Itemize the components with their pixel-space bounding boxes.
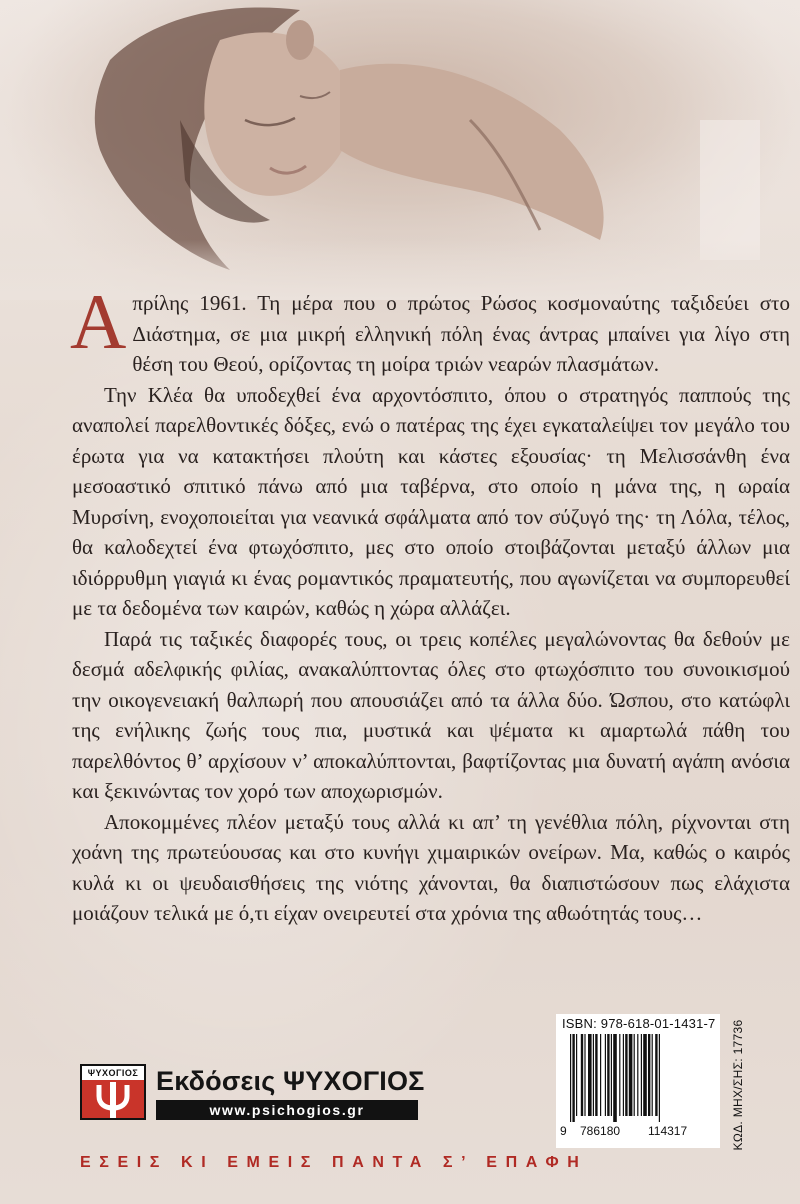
cover-photo [0,0,800,300]
synopsis-text [70,278,790,929]
isbn-label: ISBN: 978-618-01-1431-7 [562,1016,716,1031]
barcode-digits-left: 786180 [580,1124,621,1138]
synopsis-paragraph-4: Αποκομμένες πλέον μεταξύ τους αλλά κι απ’ τη γενέθλια πόλη, ρίχνονται στη χοάνη της πρωτεύουσας και στο κυνήγι χιμαιρικών ονείρων. Μα, καθώς ο καιρός κυλά κι οι ψευδαισθήσεις της νιότης χάνονται, θα διαπιστώσουν πως ελάχιστα μοιάζουν τελικά με ό,τι είχαν ονειρευτεί στα χρόνια της αθωότητάς τους… [72,809,790,925]
synopsis-paragraph-1 [70,278,790,380]
barcode-digits-right: 114317 [648,1124,688,1138]
drop-cap-letter: Α [70,278,127,365]
barcode-digit-lead: 9 [560,1124,567,1138]
paragraph-1-text: πρίλης 1961. Τη μέρα που ο πρώτος Ρώσος κοσμοναύτης ταξιδεύει στο Διάστημα, σε μια μικρή ελληνική πόλη ένας άντρας μπαίνει για λίγο στη θέση του Θεού, ορίζοντας τη μοίρα τριών νεαρών πλασμάτων. [132,291,790,376]
synopsis-paragraph-3: Παρά τις ταξικές διαφορές τους, οι τρεις κοπέλες μεγαλώνοντας θα δεθούν με δεσμά αδελφικής φιλίας, ανακαλύπτοντας όλες στο φτωχόσπιτο του συνοικισμού την οικογενειακή θαλπωρή που απουσιάζει από τα άλλα δύο. Ώσπου, στο κατώφλι της ενήλικης ζωής τους πια, μυστικά και ψέματα κι αμαρτωλά πάθη του παρελθόντος θ’ αρχίσουν ν’ αποκαλύπτονται, βαφτίζοντας μια δυνατή αγάπη ανόσια και ξεκινώντας τον χορό των αποχωρισμών. [72,626,790,803]
publisher-name: Εκδόσεις ΨΥΧΟΓΙΟΣ [156,1066,425,1096]
publisher-slogan: ΕΣΕΙΣ ΚΙ ΕΜΕΙΣ ΠΑΝΤΑ Σ’ ΕΠΑΦΗ [80,1154,588,1171]
logo-wordmark: ΨΥΧΟΓΙΟΣ [82,1066,144,1080]
publisher-url: www.psichogios.gr [156,1100,418,1120]
publisher-logo [80,1064,146,1120]
product-code [728,1020,748,1150]
synopsis-paragraph-2: Την Κλέα θα υποδεχθεί ένα αρχοντόσπιτο, όπου ο στρατηγός παππούς της αναπολεί παρελθοντικές δόξες, ενώ ο πατέρας της έχει εγκαταλείψει τον μεγάλο του έρωτα για να κατακτήσει πλούτη και κάστες εξουσίας· τη Μελισσάνθη ένα μεσοαστικό σπιτικό πάνω από μια ταβέρνα, στο οποίο η μάνα της, η ωραία Μυρσίνη, ενοχοποιείται για νεανικά σφάλματα από τον σύζυγό της· τη Λόλα, τέλος, θα καλοδεχτεί ένα φτωχόσπιτο, μες στο οποίο στοιβάζονται μεταξύ άλλων μια ιδιόρρυθμη γιαγιά κι ένας ρομαντικός πραματευτής, που αγωνίζεται να συμπορευθεί με τα δεδομένα των καιρών, καθώς η χώρα αλλάζει. [72,382,790,620]
publisher-block [80,1064,440,1122]
barcode-bars [568,1034,714,1122]
product-code-label: ΚΩΔ. ΜΗΧ/ΣΗΣ: 17736 [731,1019,745,1151]
psi-icon [96,1082,130,1118]
barcode-box [556,1014,720,1148]
